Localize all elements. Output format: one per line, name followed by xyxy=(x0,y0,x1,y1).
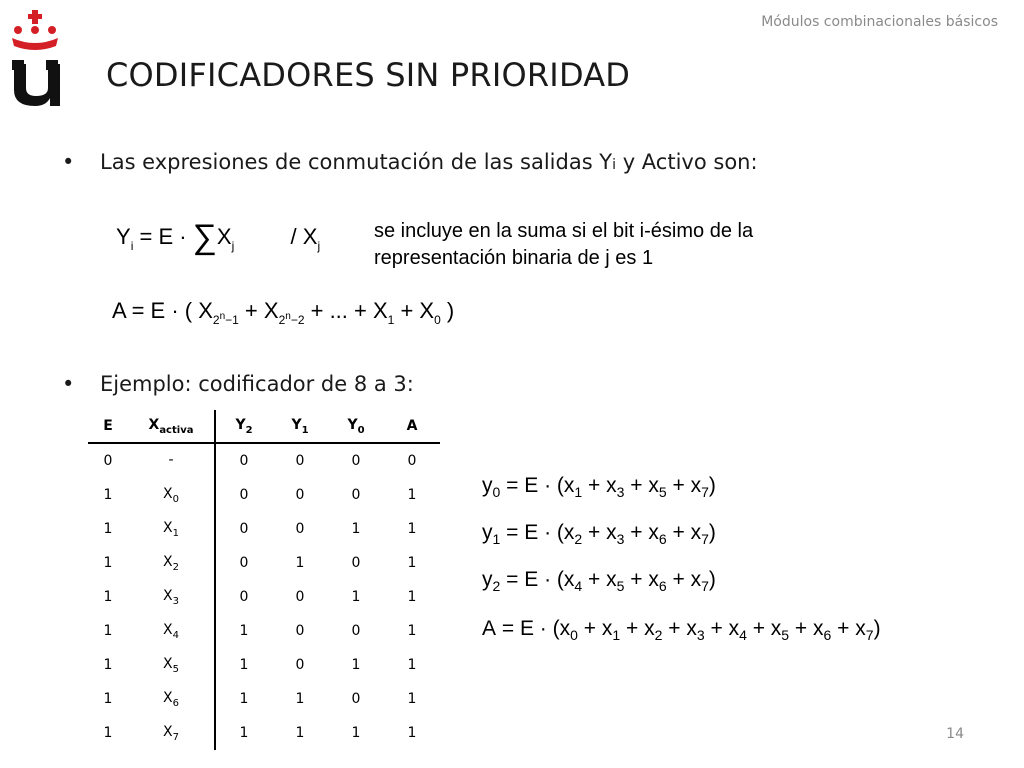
bullet-text: Ejemplo: codificador de 8 a 3: xyxy=(100,372,414,396)
header-a: A xyxy=(406,418,418,434)
equation-y2: $y_2 = E \cdot (x_4 + x_5 + x_6 + x_7)$ xyxy=(482,568,716,594)
header-y0: $Y_0$ xyxy=(347,416,365,436)
header-e: E xyxy=(103,418,113,434)
header-y2: $Y_2$ xyxy=(235,416,253,436)
header-x-activa: $X_{activa}$ xyxy=(128,410,215,443)
table-cell-a: 1 xyxy=(407,725,417,741)
table-cell-y0: 0 xyxy=(351,691,361,707)
table-cell-y1: 1 xyxy=(295,555,305,571)
table-cell-e: 1 xyxy=(103,623,113,639)
table-row xyxy=(88,512,440,546)
table-cell-x: $X_1$ xyxy=(128,512,215,546)
table-row xyxy=(88,648,440,682)
table-cell-y0: 1 xyxy=(351,521,361,537)
table-cell-a: 1 xyxy=(407,521,417,537)
table-cell-y2: 1 xyxy=(239,691,249,707)
table-cell-y1: 0 xyxy=(295,589,305,605)
table-cell-y2: 1 xyxy=(239,657,249,673)
table-cell-y1: 0 xyxy=(295,453,305,469)
table-cell-a: 1 xyxy=(407,555,417,571)
table-cell-y2: 0 xyxy=(239,487,249,503)
table-cell-y0: 1 xyxy=(351,725,361,741)
equation-y0: $y_0 = E \cdot (x_1 + x_3 + x_5 + x_7)$ xyxy=(482,474,716,500)
truth-table xyxy=(88,410,440,750)
bullet-dot: • xyxy=(62,150,75,174)
table-cell-e: 1 xyxy=(103,725,113,741)
formula-yi: $Y_i = E \cdot \sum X_j / X_j$ xyxy=(116,218,321,256)
table-row xyxy=(88,614,440,648)
header-section-label: Módulos combinacionales básicos xyxy=(761,14,998,30)
slide-title: CODIFICADORES SIN PRIORIDAD xyxy=(106,56,631,94)
bullet-text: Las expresiones de conmutación de las salidas Yi y Activo son: xyxy=(100,150,758,174)
table-cell-x: $X_4$ xyxy=(128,614,215,648)
table-cell-y1: 0 xyxy=(295,657,305,673)
table-cell-y0: 0 xyxy=(351,555,361,571)
table-cell-y1: 0 xyxy=(295,487,305,503)
header-y1: $Y_1$ xyxy=(291,416,309,436)
table-cell-y2: 1 xyxy=(239,725,249,741)
table-cell-y1: 0 xyxy=(295,521,305,537)
table-header-row xyxy=(88,410,440,443)
table-cell-y2: 0 xyxy=(239,589,249,605)
table-cell-x: $X_7$ xyxy=(128,716,215,750)
table-row xyxy=(88,716,440,750)
table-cell-y1: 1 xyxy=(295,691,305,707)
equation-a: $A = E \cdot (x_0 + x_1 + x_2 + x_3 + x_4 + x_5 + x_6 + x_7)$ xyxy=(482,617,881,643)
table-cell-y0: 1 xyxy=(351,657,361,673)
table-cell-a: 0 xyxy=(407,453,417,469)
formula-a: A = E · ( $X_{2^n-1} + X_{2^n-2}$ + ... + $X_1 + X_0$ ) xyxy=(112,298,455,327)
table-cell-y1: 1 xyxy=(295,725,305,741)
table-row xyxy=(88,478,440,512)
table-row xyxy=(88,682,440,716)
table-cell-y2: 0 xyxy=(239,521,249,537)
table-cell-a: 1 xyxy=(407,657,417,673)
formula-description: se incluye en la suma si el bit i-ésimo de la representación binaria de j es 1 xyxy=(374,220,754,269)
table-cell-a: 1 xyxy=(407,623,417,639)
table-cell-x: - xyxy=(128,443,215,478)
table-cell-x: $X_5$ xyxy=(128,648,215,682)
table-cell-y1: 0 xyxy=(295,623,305,639)
table-cell-y0: 0 xyxy=(351,487,361,503)
table-cell-a: 1 xyxy=(407,691,417,707)
table-cell-e: 1 xyxy=(103,487,113,503)
table-cell-x: $X_0$ xyxy=(128,478,215,512)
table-cell-y2: 0 xyxy=(239,555,249,571)
table-cell-y2: 1 xyxy=(239,623,249,639)
bullet-dot: • xyxy=(62,372,75,396)
table-cell-e: 1 xyxy=(103,555,113,571)
table-cell-x: $X_6$ xyxy=(128,682,215,716)
table-cell-y0: 0 xyxy=(351,453,361,469)
table-cell-y0: 1 xyxy=(351,589,361,605)
table-cell-x: $X_2$ xyxy=(128,546,215,580)
table-row xyxy=(88,546,440,580)
table-cell-y2: 0 xyxy=(239,453,249,469)
table-cell-a: 1 xyxy=(407,487,417,503)
table-row xyxy=(88,580,440,614)
table-cell-x: $X_3$ xyxy=(128,580,215,614)
table-cell-e: 0 xyxy=(103,453,113,469)
table-cell-a: 1 xyxy=(407,589,417,605)
table-cell-e: 1 xyxy=(103,589,113,605)
university-logo xyxy=(8,8,64,108)
table-cell-e: 1 xyxy=(103,657,113,673)
page-number: 14 xyxy=(946,726,964,742)
table-cell-e: 1 xyxy=(103,521,113,537)
table-cell-e: 1 xyxy=(103,691,113,707)
equation-y1: $y_1 = E \cdot (x_2 + x_3 + x_6 + x_7)$ xyxy=(482,521,716,547)
table-row xyxy=(88,443,440,478)
table-cell-y0: 0 xyxy=(351,623,361,639)
